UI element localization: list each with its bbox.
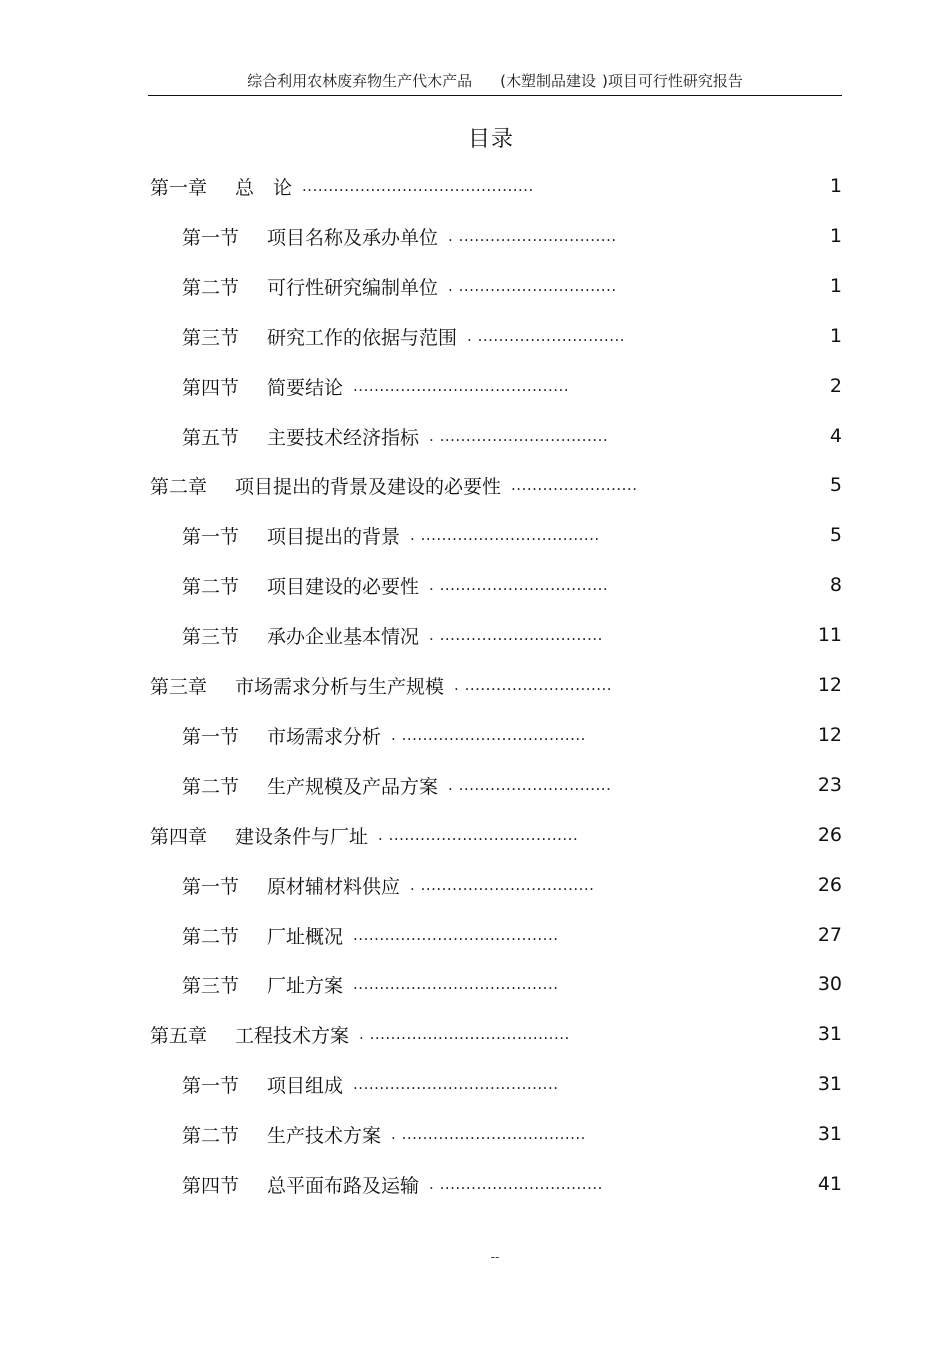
header-title-suffix: )项目可行性研究报告 xyxy=(602,72,743,90)
toc-section-entry[interactable] xyxy=(182,969,559,999)
toc-dot-leader: . ............................... xyxy=(429,1175,603,1193)
toc-page-number: 26 xyxy=(817,874,842,896)
toc-page-number: 31 xyxy=(817,1023,842,1045)
toc-page-number: 31 xyxy=(817,1073,842,1095)
toc-section-entry[interactable] xyxy=(182,271,617,301)
toc-entry-heading: 厂址方案 xyxy=(267,974,344,997)
toc-section-entry[interactable] xyxy=(182,1069,559,1099)
header-title-paren: (木塑制品建设 xyxy=(500,72,596,90)
toc-entry-heading: 研究工作的依据与范围 xyxy=(267,326,458,349)
toc-dot-leader: ............................................ xyxy=(302,177,534,195)
toc-entry-label: 第三章 xyxy=(150,675,208,698)
toc-page-number: 5 xyxy=(829,474,842,496)
toc-section-entry[interactable] xyxy=(182,321,625,351)
toc-entry-label: 第二章 xyxy=(150,475,208,498)
toc-entry-heading: 市场需求分析与生产规模 xyxy=(235,675,445,698)
toc-chapter-entry[interactable] xyxy=(150,670,612,700)
toc-chapter-entry[interactable] xyxy=(150,1019,570,1049)
toc-entry-heading: 生产技术方案 xyxy=(267,1124,382,1147)
toc-page-number: 1 xyxy=(829,225,842,247)
toc-dot-leader: . ............................ xyxy=(467,327,626,345)
toc-chapter-entry[interactable] xyxy=(150,820,578,850)
toc-entry-label: 第一节 xyxy=(182,525,240,548)
toc-page-number: 31 xyxy=(817,1123,842,1145)
toc-page-number: 23 xyxy=(817,774,842,796)
toc-entry-heading: 总 论 xyxy=(235,176,293,199)
toc-entry-heading: 工程技术方案 xyxy=(235,1024,350,1047)
toc-dot-leader: ....................................... xyxy=(353,1075,559,1093)
toc-dot-leader: . .............................. xyxy=(448,227,617,245)
toc-page-number: 11 xyxy=(817,624,842,646)
toc-entry-heading: 项目提出的背景 xyxy=(267,525,401,548)
toc-entry-label: 第四节 xyxy=(182,1174,240,1197)
toc-dot-leader: . ............................ xyxy=(454,676,613,694)
toc-section-entry[interactable] xyxy=(182,221,617,251)
toc-entry-label: 第五章 xyxy=(150,1024,208,1047)
toc-dot-leader: . ...................................... xyxy=(359,1025,570,1043)
toc-dot-leader: . .............................. xyxy=(448,277,617,295)
toc-entry-label: 第三节 xyxy=(182,974,240,997)
toc-entry-heading: 主要技术经济指标 xyxy=(267,426,420,449)
toc-section-entry[interactable] xyxy=(182,570,608,600)
toc-entry-label: 第四节 xyxy=(182,376,240,399)
toc-dot-leader: ....................................... xyxy=(353,975,559,993)
toc-entry-label: 第三节 xyxy=(182,326,240,349)
toc-dot-leader: . ................................... xyxy=(391,1125,586,1143)
toc-dot-leader: ......................................... xyxy=(353,377,570,395)
toc-entry-heading: 厂址概况 xyxy=(267,925,344,948)
toc-dot-leader: . .................................. xyxy=(410,526,600,544)
toc-entry-heading: 承办企业基本情况 xyxy=(267,625,420,648)
toc-entry-label: 第二节 xyxy=(182,1124,240,1147)
toc-entry-heading: 项目提出的背景及建设的必要性 xyxy=(235,475,502,498)
toc-dot-leader: . ............................. xyxy=(448,776,612,794)
toc-entry-heading: 原材辅材料供应 xyxy=(267,875,401,898)
toc-section-entry[interactable] xyxy=(182,421,608,451)
header-title-main: 综合利用农林废弃物生产代木产品 xyxy=(247,72,473,90)
toc-dot-leader: . ............................... xyxy=(429,626,603,644)
toc-page-number: 2 xyxy=(829,375,842,397)
toc-dot-leader: ....................................... xyxy=(353,926,559,944)
toc-entry-heading: 可行性研究编制单位 xyxy=(267,276,439,299)
toc-entry-label: 第一节 xyxy=(182,875,240,898)
toc-section-entry[interactable] xyxy=(182,870,594,900)
toc-dot-leader: . ................................ xyxy=(429,576,609,594)
toc-entry-label: 第一节 xyxy=(182,725,240,748)
toc-page-number: 27 xyxy=(817,924,842,946)
toc-entry-label: 第三节 xyxy=(182,625,240,648)
toc-title: 目录 xyxy=(467,127,514,152)
toc-page-number: 12 xyxy=(817,674,842,696)
toc-entry-heading: 项目组成 xyxy=(267,1074,344,1097)
toc-entry-heading: 简要结论 xyxy=(267,376,344,399)
toc-page-number: 1 xyxy=(829,275,842,297)
toc-section-entry[interactable] xyxy=(182,920,559,950)
toc-page-number: 12 xyxy=(817,724,842,746)
toc-page-number: 4 xyxy=(829,425,842,447)
toc-page-number: 41 xyxy=(817,1173,842,1195)
toc-page-number: 1 xyxy=(829,175,842,197)
toc-section-entry[interactable] xyxy=(182,371,569,401)
toc-dot-leader: . ................................ xyxy=(429,427,609,445)
page-footer: -- xyxy=(490,1250,500,1264)
toc-page-number: 8 xyxy=(829,574,842,596)
toc-section-entry[interactable] xyxy=(182,620,603,650)
toc-dot-leader: . ................................... xyxy=(391,726,586,744)
toc-section-entry[interactable] xyxy=(182,720,586,750)
toc-page-number: 1 xyxy=(829,325,842,347)
toc-section-entry[interactable] xyxy=(182,1119,586,1149)
toc-entry-label: 第四章 xyxy=(150,825,208,848)
toc-entry-label: 第二节 xyxy=(182,775,240,798)
toc-entry-label: 第二节 xyxy=(182,276,240,299)
toc-dot-leader: . ................................. xyxy=(410,876,595,894)
toc-dot-leader: . .................................... xyxy=(378,826,579,844)
toc-entry-heading: 总平面布路及运输 xyxy=(267,1174,420,1197)
toc-entry-heading: 建设条件与厂址 xyxy=(235,825,369,848)
toc-entry-heading: 生产规模及产品方案 xyxy=(267,775,439,798)
toc-page-number: 30 xyxy=(817,973,842,995)
toc-section-entry[interactable] xyxy=(182,1169,603,1199)
toc-entry-heading: 市场需求分析 xyxy=(267,725,382,748)
toc-entry-label: 第二节 xyxy=(182,575,240,598)
toc-entry-label: 第二节 xyxy=(182,925,240,948)
toc-chapter-entry[interactable] xyxy=(150,171,534,201)
toc-dot-leader: ........................ xyxy=(511,476,638,494)
toc-entry-heading: 项目名称及承办单位 xyxy=(267,226,439,249)
toc-entry-label: 第一节 xyxy=(182,226,240,249)
toc-entry-label: 第一章 xyxy=(150,176,208,199)
toc-page-number: 5 xyxy=(829,524,842,546)
toc-entry-heading: 项目建设的必要性 xyxy=(267,575,420,598)
toc-chapter-entry[interactable] xyxy=(150,470,637,500)
toc-page-number: 26 xyxy=(817,824,842,846)
toc-entry-label: 第一节 xyxy=(182,1074,240,1097)
toc-section-entry[interactable] xyxy=(182,520,600,550)
toc-section-entry[interactable] xyxy=(182,770,611,800)
toc-entry-label: 第五节 xyxy=(182,426,240,449)
